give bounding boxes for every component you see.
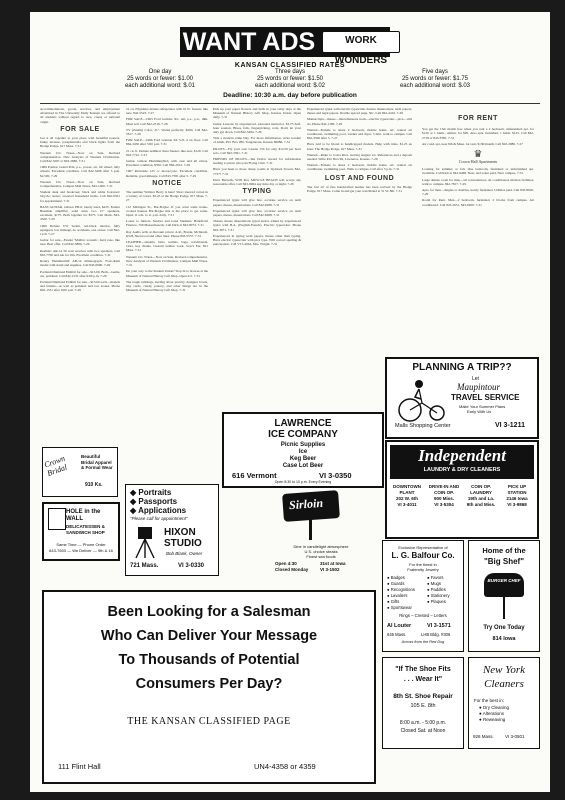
balfour-item-text: Guards	[390, 581, 405, 586]
balfour-item-text: Gifts	[390, 599, 400, 604]
balfour-sub: For the finest in	[409, 562, 437, 567]
rate-label: One day	[148, 69, 172, 75]
classified-ad: 1967 Riverside 125 cc motorcycle. Excellent condition. Reliable, good mileage. Call 843-7581 after 5. 7-29	[126, 169, 208, 178]
burger-chef-pole	[503, 597, 505, 619]
planning-name: Maupintour	[457, 382, 501, 392]
classified-ad: FOR SALE—1963 Ford Galaxie XL. Air, p.s., p.b., r&h. Must sell. Call 842-2316. 7-29	[126, 117, 208, 126]
classified-ad: The lost art of fine handcrafted leather has been revived by the Hodge Podge, 917 Mass. Come in and get your watchband at 31 W. 8th. 7-31	[307, 184, 412, 194]
salesman-line: Consumers Per Day?	[135, 676, 283, 692]
classified-ad: Realistic AR-14 50 watt receiver with two speakers. Call 843-7700 and ask for Jim. Excellent condition. 7-31	[40, 248, 120, 257]
balfour-item-text: Recognitions	[390, 587, 415, 592]
independent-loc-2	[426, 484, 462, 508]
ny-name: Cleaners	[484, 678, 524, 690]
ny-phone: VI 3-0501	[505, 734, 525, 739]
balfour-item: ● Favors	[427, 575, 444, 580]
hixon-name: HIXON	[164, 527, 196, 538]
classified-ad: Wanted—Female to share 2 bedroom, mobile home. AC central air conditioner, swimming pool, washer and dryer, 5 min. walk to campus. Call 842-3506 after 5. 7-27	[307, 127, 412, 141]
bridal-lines	[81, 454, 117, 471]
balfour-item: ● Guards	[387, 581, 405, 586]
independent-loc-heading: DRIVE-IN AND COIN OP.	[428, 484, 460, 495]
rates-five-days	[365, 69, 505, 90]
balfour-item: ● Plaques	[427, 599, 446, 604]
sirloin-line: Dine in candlelight atmosphere	[293, 544, 349, 549]
balfour-item: ● Lavaliers	[387, 593, 408, 598]
classified-ad: Manuscripts—theses—miscellaneous work—electric typewriter—pica—will do. Phone 842-1189. 7-29	[307, 117, 412, 126]
classified-ad: BASS GUITAR, Gibson EB-0, barely used, $225. Fender Bassman amplifier, solid state, two 15" speakers, excellent, $175. Both together for $375. Call Mark, 843-4320. 7-29	[40, 204, 120, 222]
balfour-item-text: Sportswear	[390, 605, 412, 610]
independent-loc-3	[463, 484, 499, 508]
burger-chef-sign-text: BURGER CHEF	[487, 578, 521, 583]
sirloin-pole	[309, 520, 312, 540]
planning-trip-ad	[385, 357, 539, 439]
hixon-bullet-text: Applications	[138, 506, 187, 515]
shoe-repair-ad	[382, 657, 464, 749]
ice-item: Keg Beer	[289, 456, 317, 462]
planning-service: TRAVEL SERVICE	[451, 393, 520, 402]
banner-right-text: WORK WONDERS	[334, 35, 388, 66]
classified-column-6	[422, 107, 534, 367]
hixon-bullets	[130, 488, 218, 515]
bridal-address: 910 Ks.	[85, 482, 103, 488]
independent-loc-heading: PICK UP STATION	[507, 484, 527, 495]
balfour-left-list	[387, 575, 425, 611]
planning-phone: VI 3-1211	[495, 422, 525, 429]
rate-base: 25 words or fewer: $1.75	[401, 76, 469, 82]
hixon-bullet: ◆ Portraits	[130, 488, 172, 497]
independent-loc-address: 202 W. 6th	[395, 496, 418, 501]
hole-line: SANDWICH SHOP	[66, 530, 105, 535]
classified-ad: PILOTS—Fly your own Cessna 150 for only $12.50 per hour solo. Call 842-3391. 7-31	[213, 146, 301, 155]
classified-ad: LEATHER—sandals, belts, wallets, bags, watchbands, vests, key chains. Custom leather work. Sow's Ear, 821 Mass. 7-31	[126, 240, 208, 253]
classified-ad: Have you been to those cheap rooms at Jayhawk Towers 842-7737? 7-31	[213, 167, 301, 176]
classified-ad: Theses, theses dissertations typed and/or edited by experienced typist with B.A. (English-French). Electric typewriter. Phone 843-3971. 7-31	[213, 219, 301, 232]
classified-ad: Looking for summer or fall. One bedroom, furnished or unfurnished apt. available. Call Rick at 842-6468. Near, and water paid. Near campus. 7-31	[422, 167, 534, 176]
classified-ad: FRIENDS OF PILOTS—Ten Dollar reward for information leading to pilots who join Flying Club. 7-31	[213, 157, 301, 166]
independent-loc-address: 19th and La.	[467, 496, 495, 501]
classified-ad: Dave Barbells, WIN Pea, MUSCLE BEACH will accept any reasonable offer. Call 843-9964 any time day or night. 7-29	[213, 177, 301, 187]
classified-ad: Guitar, Gibson Hummingbird, with case and all extras. Excellent condition. $350. Call 864-2012. 7-29	[126, 159, 208, 168]
independent-loc-address: 2146 Iowa	[506, 496, 528, 501]
camera-icon	[132, 525, 160, 559]
classified-column-1	[40, 107, 120, 457]
ny-name: New York	[482, 664, 526, 676]
classified-ad: Rotary Hammermill AB-14 mimeograph. Four-drum model with stand and supplies. Call 843-0900. 7-29	[40, 259, 120, 268]
classified-ad: 21 cu. Frigidaire deluxe refrigerator with 91 lb. freezer, like new. 842-5523. 7-27	[126, 107, 208, 116]
bridal-line: Beautiful	[81, 454, 101, 459]
classified-ad: Guitar Lessons by experienced, educated instructor. $3.75 half-hour session. Blues, folk, fingerpicking, rock. Don't let your duty get down. Call 842-3284. 7-29	[213, 121, 301, 135]
classified-ad: Accommodations, goods, services, and employment advertised in The University Daily Kansan are offered to all students without regard to race, creed, or national origin.	[40, 107, 120, 124]
independent-loc-1	[389, 484, 425, 508]
balfour-item-text: Favors	[430, 575, 444, 580]
shoe-quote: "If The Shoe Fits	[395, 666, 451, 673]
ny-service: ● Reweaving	[479, 717, 506, 722]
independent-loc-heading: COIN OP. LAUNDRY	[470, 484, 492, 495]
balfour-item: ● Paddles	[427, 587, 446, 592]
classified-ad: Ray Audio sells at discount prices: A.R., Bozak, McIntosh, KLH, Sherwood and other lines. Phone 843-5557. 7-31	[126, 229, 208, 238]
ice-name: LAWRENCE	[274, 418, 332, 429]
ice-address: 616 Vermont	[232, 471, 277, 480]
classified-ad: Air cond. apt. near 8th & Mass. for rent, $130/month. Call 843-2880. 7-27	[422, 141, 523, 146]
balfour-person: Al Louter	[387, 623, 412, 629]
hole-hours: Same Time — Phone Order	[56, 542, 106, 547]
shoe-address: 105 E. 8th	[410, 703, 436, 709]
salesman-paper: THE KANSAN CLASSIFIED PAGE	[127, 716, 291, 727]
independent-name: Independent	[418, 446, 506, 465]
sirloin-phone: VI 3-1502	[320, 567, 340, 572]
hole-logo-box	[48, 508, 66, 530]
section-heading-typing: TYPING	[242, 188, 272, 196]
classified-ad: Guitar for sale—Fender 'Malibu' acoustic, hard case, like new. Best offer. Call 842-5880. 7-29	[40, 238, 120, 247]
independent-laundry-ad	[385, 440, 539, 539]
classified-ad: Wanted—Rider to Costa Rica, leaving August 1st. References and a deposit needed. Write P.O. Box 96, Lawrence, Kansas. 7-29	[307, 152, 412, 162]
big-shef-title: Home of the	[482, 546, 526, 555]
ice-phone: VI 3-0350	[319, 471, 352, 480]
balfour-right-list	[427, 575, 463, 605]
classified-ad: Western Civ. Notes—Now on Sale. Revised comprehensive. New Analysis of Western Civilization. Campus Mail Notes. 7-31	[126, 254, 208, 268]
balfour-item: ● Sportswear	[387, 605, 412, 610]
big-shef-ad	[468, 540, 540, 652]
ice-item: Picnic Supplies	[280, 442, 326, 448]
shoe-hours: 8:00 a.m. - 5:00 p.m.	[399, 720, 447, 726]
independent-sub: LAUNDRY & DRY CLEANERS	[423, 467, 501, 473]
balfour-item: ● Stationery	[427, 593, 450, 598]
classified-ad: Room for Rent. Men—2 bedroom, furnished. 2 blocks from campus. Air conditioned. Call 843-2651, 843-6200. 7-31	[422, 198, 534, 207]
shoe-closed: Closed Sat. at Noon	[400, 728, 446, 734]
independent-loc-phone: VI 3-4011	[397, 502, 417, 507]
balfour-phone: VI 3-1571	[427, 623, 451, 629]
classified-ad: Student desk and bookcase; black and white footstool; bicycle; stereo; assorted household items. Call 842-0301 for appointment. 7-31	[40, 190, 120, 203]
hole-name: HOLE in the WALL	[66, 509, 101, 522]
classified-ad: Portland Diamond Exhibit for sale—$15.00 each—models and female—as well as polished and raw stones. Phone 842-1531 after 6:00 p.m. 7-29	[40, 279, 120, 293]
bridal-ad	[42, 447, 118, 497]
balfour-ad	[382, 540, 464, 652]
classified-ad: Experienced typist will give fast, accurate service on term papers, theses, dissertations. Call 842-6288. 7-31	[213, 198, 301, 207]
planning-let: Let	[472, 376, 479, 382]
classified-ad: Portland Diamond Exhibit for sale—$15.00. Both—Gems, cut, polished. Call 842-1531 after 6:00 p.m. 7-29	[40, 269, 120, 278]
crown-hall-apartments-logo	[422, 149, 534, 164]
ice-hours: Open 8:30 to 10 p.m. Every Evening	[274, 480, 332, 484]
classified-ad: Have Girl to be friend to handicapped models. Help with rides. $1.25 an hour. The Hodge Podge, 917 Mass. 7-31	[307, 142, 412, 151]
rates-deadline: Deadline: 10:30 a.m. day before publication	[223, 92, 357, 99]
classified-ad: Experienced in typing term papers, theses other than typing. Have electric typewriter with pica type. Will correct spelling & punctuation. Call VI 3-4044, Mrs. Wright. 7-31	[213, 233, 301, 247]
big-shef-address: 814 Iowa	[492, 636, 516, 642]
planning-tagline: Make Your Summer Plans	[459, 404, 506, 409]
hixon-studio-ad	[125, 484, 219, 576]
hole-line: DELICATESSEN &	[66, 524, 105, 529]
section-heading-lost-found: LOST AND FOUND	[324, 174, 395, 182]
classified-ad: Western Civ. Notes—Now on Sale. Revised comprehensive. New Analysis of Western Civilization. Call 842-3267 or 843-2680. 7-31	[40, 150, 120, 164]
sirloin-open: Open 4:30	[275, 561, 297, 566]
classified-ad: TV (Zenith) Color, 21". Works perfectly. $200, Call 842-5617. 7-29	[126, 127, 208, 137]
hixon-name: STUDIO	[164, 538, 202, 549]
independent-loc-phone: VI 3-5304	[434, 502, 454, 507]
banner-left-text: WANT ADS	[182, 28, 316, 56]
classified-ad: The summer Wallace Berry is here! Short sleeved cotton in a variety of colors. $5.25 at the Hodge Podge, 917 Mass. 7-27	[126, 190, 208, 203]
balfour-item: ● Recognitions	[387, 587, 415, 592]
classified-ad: Experienced typist will give fast, accurate service on term papers, theses, dissertations. Call 842-6288. 7-31	[213, 208, 301, 218]
ice-item: Case Lot Beer	[282, 463, 324, 469]
classified-ad: 1969 Pontiac Grand Prix, p.s., power, air, tilt wheel, rally wheels. Excellent condition. Call 842-3266 after 5 p.m. $2,500. 7-29	[40, 165, 120, 178]
classified-ad: Large deluxe room for men—all conveniences, air conditioned, kitchen facilities, walk to campus. 842-7817. 7-29	[422, 177, 534, 186]
classified-column-5	[307, 107, 412, 367]
ny-address: 926 Mass.	[473, 734, 494, 739]
shoe-name: 8th St. Shoe Repair	[393, 693, 453, 700]
classified-ad: Western Civ. Notes—Now on Sale, Revised Comprehensive. Campus Mail Notes, 843-1400. 7-31	[40, 179, 120, 189]
hole-in-wall-ad	[42, 502, 120, 561]
balfour-item: ● Mugs	[427, 581, 441, 586]
crown-hall-caption: Crown Hall Apartments	[458, 159, 498, 165]
rate-base: 25 words or fewer: $1.50	[256, 76, 324, 82]
salesman-phone: UN4-4358 or 4359	[254, 762, 316, 771]
balfour-address: 645 Mass.	[387, 632, 407, 637]
rate-additional: each additional word: $.02	[254, 83, 326, 89]
independent-loc-phone: VI 3-9868	[507, 502, 527, 507]
hixon-bullet: ◆ Applications	[130, 506, 187, 515]
classified-ad: 1966 Deluxe VW Sedan, red-black interior, fully equipped, low mileage, no accidents, one owner. Call 842-1110. 7-27	[40, 223, 120, 237]
bridal-script-logo: Crown Bridal	[42, 453, 69, 478]
classified-ad: You get the 15th month free when you rent a 2 bedroom, unfurnished apt. for $130 or 1 bdrm., unfurn. for $95. Also apts. furnished, 1 bdrm. $125. Call 842-2718 or 843-3385. 7-31	[422, 127, 534, 140]
rates-divider	[40, 103, 540, 104]
independent-loc-phone: 9th and Miss.	[466, 502, 496, 507]
balfour-item-text: Lavaliers	[390, 593, 408, 598]
sirloin-closed: Closed Monday	[275, 567, 309, 572]
bridal-line: Bridal Apparel	[81, 459, 112, 465]
ny-service-text: Dry Cleaning	[482, 705, 509, 710]
hixon-bullet: ◆ Passports	[130, 497, 178, 506]
ice-items	[224, 442, 382, 470]
classified-ad: Get it all together at your place with beautiful posters, funky incense, paraphernalia and black lights from the Hodge Podge, 917 Mass. 7-31	[40, 136, 120, 149]
balfour-across: Across from the Red Dog	[401, 640, 445, 644]
hixon-note: "Please call for appointment"	[130, 516, 188, 521]
classified-ad: 21 cu. ft. Deluxe Admiral chest freezer, like new, $120. Call 843-7722. 7-31	[126, 148, 208, 157]
classified-ad: Wanted—Female to share 2 bedroom, mobile home. AC central air conditioner, swimming pool. Walk to campus. Call after 5 p.m. 7-31	[307, 163, 412, 172]
section-heading-notice: NOTICE	[152, 179, 182, 187]
planning-tagline: Early With Us	[467, 409, 492, 414]
balfour-item-text: Mugs	[430, 581, 441, 586]
salesman-line: Been Looking for a Salesman	[107, 604, 311, 620]
crown-icon: ♛	[473, 149, 483, 161]
bridal-line: & Formal Wear	[81, 465, 113, 470]
classified-column-4	[213, 107, 301, 407]
lawrence-ice-ad	[222, 412, 384, 488]
rates-three-days	[220, 69, 360, 90]
burger-chef-sign	[484, 573, 524, 597]
bicycle-rider-icon	[395, 377, 450, 422]
balfour-name: L. G. Balfour Co.	[391, 551, 455, 560]
hixon-bullet-text: Passports	[138, 497, 178, 506]
balfour-item-text: Badges	[390, 575, 405, 580]
ny-service-text: Alterations	[482, 711, 504, 716]
classified-ad: FOR SALE—1966 Ford Galaxie XL V-8, 4 on floor. Call 864-3450 after 5:00 p.m. 7-31	[126, 138, 208, 147]
independent-loc-address: 900 Miss.	[433, 496, 454, 501]
balfour-top: Exclusive Representative of	[398, 545, 448, 550]
salesman-address: 111 Flint Hall	[58, 762, 101, 771]
classified-ad: Experienced typist with electric typewriter desires manuscripts, term papers, theses and legal papers. Double spaced page, 50c. Call 842-4416. 7-29	[307, 107, 412, 116]
rate-additional: each additional word: $.01	[124, 83, 196, 89]
ny-service: ● Dry Cleaning	[479, 705, 509, 710]
ice-item: Ice	[298, 449, 308, 455]
ny-service: ● Alterations	[479, 711, 504, 716]
rate-label: Five days	[422, 69, 448, 75]
classified-column-2	[126, 107, 208, 452]
classified-ad: The tough rubbings, sterling silver jewelry, designer bowls, tiny cards, candy, pottery, and other things are in the Museum of Natural History Gift Shop. 7-31	[126, 279, 208, 293]
hixon-bullet-text: Portraits	[138, 488, 172, 497]
rates-one-day	[90, 69, 230, 90]
big-shef-cta: Try One Today	[483, 625, 525, 631]
ice-name: ICE COMPANY	[268, 429, 338, 440]
hixon-person: Bob Blank, Owner	[166, 551, 203, 556]
independent-loc-heading: DOWNTOWN PLANT	[393, 484, 421, 495]
planning-location: Malls Shopping Center	[395, 423, 451, 429]
new-york-cleaners-ad	[468, 657, 540, 749]
balfour-item: ● Gifts	[387, 599, 400, 604]
classified-ad: Loans to Juniors, Seniors and Grad Students. Beneficial Finance, 700 Massachusetts. Call Dick at 843-8074. 7-31	[126, 219, 208, 228]
hixon-address: 721 Mass.	[130, 563, 159, 569]
balfour-bldg: LHB Bldg. #306	[421, 632, 451, 637]
salesman-line: Who Can Deliver Your Message	[100, 628, 318, 644]
big-shef-title: "Big Shef"	[483, 557, 525, 566]
balfour-item: ● Badges	[387, 575, 405, 580]
sirloin-ad	[265, 487, 377, 579]
classified-ad: 112 Michigan St., Bar-B-Que. If you want some home-cooked Kansas Bar-B-Que this is the place to get some. Open 11 a.m. to 11 p.m. daily. 7-31	[126, 204, 208, 218]
independent-loc-4	[499, 484, 535, 508]
balfour-item-text: Plaques	[430, 599, 446, 604]
balfour-item-text: Paddles	[430, 587, 446, 592]
rate-base: 25 words or fewer: $1.00	[126, 76, 194, 82]
classified-ad: Pick up your paper flowers and bells in your rainy days at the Museum of Natural History Gift Shop, Kansas Union. Open daily. 7-31	[213, 107, 301, 120]
balfour-item-text: Stationery	[430, 593, 450, 598]
sirloin-location: 31st at Iowa	[320, 561, 346, 566]
classified-ad: Apts. for men—singles or doubles, newly furnished. Utilities paid. Call 843-8020. 7-29	[422, 188, 534, 197]
hixon-phone: VI 3-0330	[178, 563, 205, 569]
sirloin-name: Sirloin	[288, 495, 324, 513]
sirloin-line: U.S. choice steaks	[304, 549, 338, 554]
shoe-quote: . . . Wear It"	[403, 676, 443, 683]
rate-additional: each additional word: $.03	[399, 83, 471, 89]
hole-phone: 843-7603 — We Deliver — 9th & 16	[49, 548, 113, 553]
ny-services	[479, 705, 537, 723]
kansan-salesman-ad	[42, 590, 376, 784]
classified-ad: Do your way to the Student Union? Stop in to browse at the Museum of Natural History Gift Shop. Open 9-5. 7-31	[126, 269, 208, 278]
rates-title: KANSAN CLASSIFIED RATES	[234, 62, 346, 69]
rate-label: Three days	[274, 69, 305, 75]
balfour-bottom: Rings – Crested – Letters	[399, 613, 447, 618]
sirloin-line: Finest sea foods	[306, 554, 336, 559]
section-heading-for-rent: FOR RENT	[458, 115, 498, 122]
salesman-line: To Thousands of Potential	[118, 652, 300, 668]
classified-ad: Visit a modern camp Day. For more information, write Garden of Allah, P.O. Box 280, Tonganoxie, Kansas 66086. 7-31	[213, 136, 301, 145]
section-heading-for-sale: FOR SALE	[60, 125, 100, 133]
ny-service-text: Reweaving	[482, 717, 506, 722]
planning-title: PLANNING A TRIP??	[412, 362, 512, 373]
newspaper-page	[30, 12, 550, 792]
ny-for: For the best in:	[474, 698, 505, 703]
balfour-sub: Fraternity Jewelry	[407, 567, 439, 572]
